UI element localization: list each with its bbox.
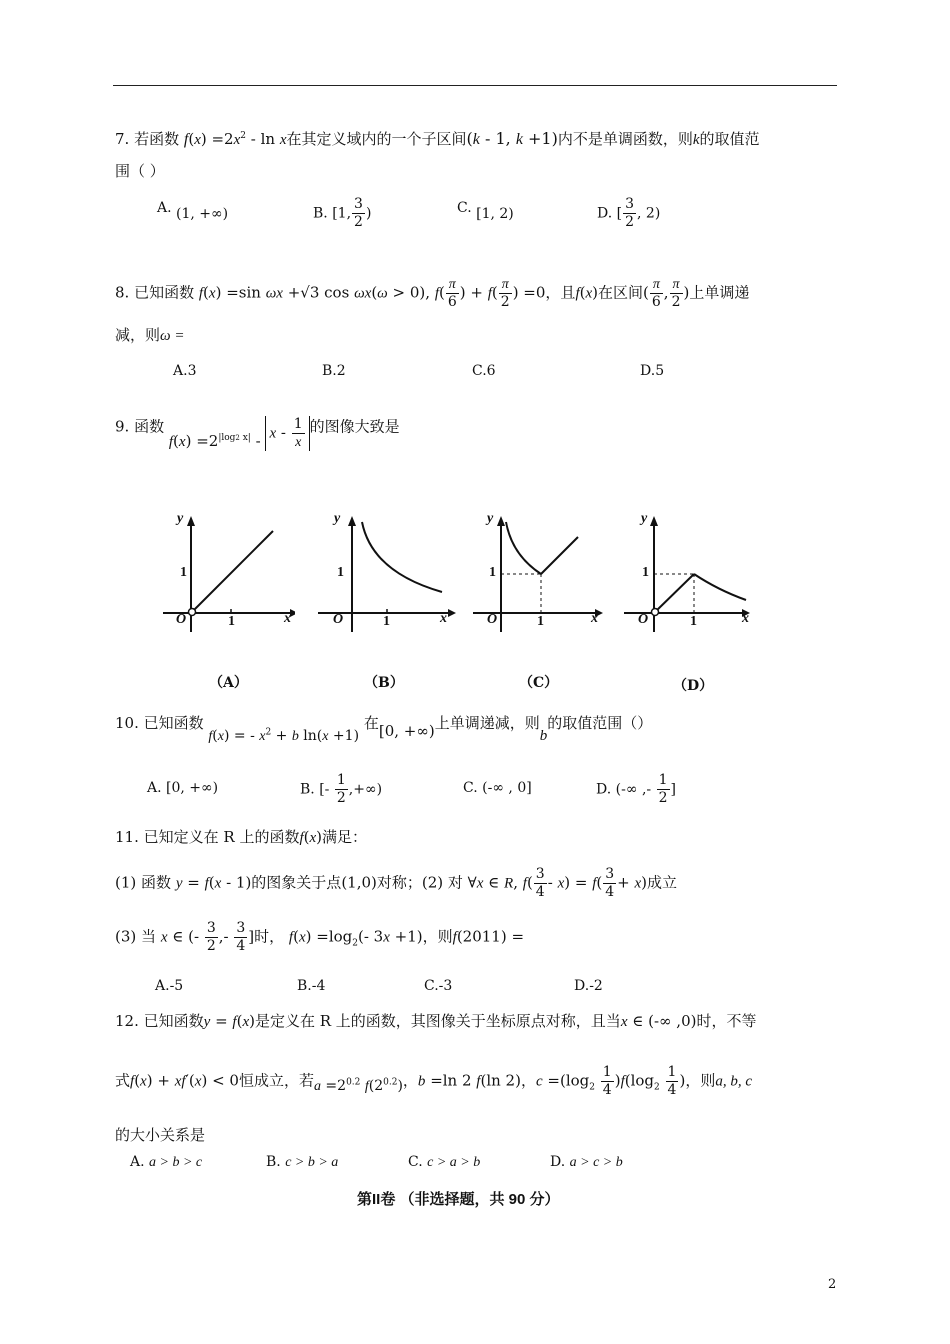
q8-option-b[interactable]: B.2 [322,363,346,379]
header-rule [113,85,837,86]
graph-a-ytick: 1 [180,565,187,580]
q11-option-a[interactable]: A.-5 [155,978,184,994]
q8-option-d[interactable]: D.5 [640,363,665,379]
q7-option-d[interactable]: D. [ $\frac{3}{2}$ , 2) [597,196,661,230]
q11-option-d[interactable]: D.-2 [574,978,603,994]
graph-c-xtick: 1 [537,614,544,629]
graph-c-origin: O [487,612,498,627]
graph-a-xtick: 1 [228,614,235,629]
graph-c-caption: （C） [519,675,559,691]
q12-option-d[interactable]: D. a > c > b [550,1154,623,1170]
page-number: 2 [828,1277,837,1292]
q12-stem: 12. 已知函数y = f(x)是定义在 R 上的函数，其图像关于坐标原点对称，且当x ∈ (-∞ ,0)时，不等 [115,1012,757,1030]
q10-option-b[interactable]: B. [- $\frac{1}{2}$ ,+∞) [300,772,383,806]
graph-c-y-label: y [487,511,494,526]
q11-option-c[interactable]: C.-3 [424,978,453,994]
graph-b-y-label: y [334,511,341,526]
q7-option-a[interactable]: A. (1, +∞) [157,200,229,222]
graph-b-xtick: 1 [383,614,390,629]
q10-option-d[interactable]: D. (-∞ ,- $\frac{1}{2}$ ] [596,772,676,806]
q12-option-b[interactable]: B. c > b > a [266,1154,339,1170]
graph-b-origin: O [333,612,344,627]
q12-option-a[interactable]: A. a > b > c [130,1154,203,1170]
q8-stem-cont: 减，则ω = [115,326,185,344]
q8-option-a[interactable]: A.3 [173,363,197,379]
q7-option-c[interactable]: C. [1, 2) [457,200,514,222]
q11-stem: 11. 已知定义在 R 上的函数f(x)满足： [115,828,368,846]
graph-a-y-label: y [177,511,184,526]
q8-stem: 8. 已知函数 f(x) =sin ωx +√3 cos ωx(ω > 0), f( $\frac{\pi}{6}$ ) + f( $\frac{\pi}{2}$ ) =0，且f(x)在区间( $\frac{\pi}{6}$ , $\frac{\pi}{2}$ )上单调递 [115,277,750,310]
graph-d-y-label: y [641,511,648,526]
section-title: 第II卷 （非选择题，共 90 分） [357,1191,560,1208]
q12-line-2: 式f(x) + xf′(x) < 0恒成立，若$a =2^{0.2}$ $f(2^{0.2})$，b =ln 2 f(ln 2)，$c =(\log_2$ $\frac{1}{4}$ )$f(\log_2$ $\frac{1}{4}$ )，则a, b, c [115,1064,753,1098]
graph-a-x-label: x [284,611,291,626]
graph-d-x-label: x [742,611,749,626]
graph-c-x-label: x [591,611,598,626]
q12-line-3: 的大小关系是 [115,1126,206,1144]
q7-stem-cont: 围（ ） [115,162,165,180]
graph-a-origin: O [176,612,187,627]
q7-stem: 7. 若函数 $f(x) =2x^2 - \ln x$在其定义域内的一个子区间(k - 1, k +1)内不是单调函数，则k的取值范 [115,129,760,148]
graph-d-origin: O [638,612,649,627]
q9-stem: 9. 函数 $f(x) =2^{|log2 x|} - x$ - $\frac{1}{x}$ 的图像大致是 [115,416,400,450]
q8-option-c[interactable]: C.6 [472,363,496,379]
q10-option-c[interactable]: C. (-∞ , 0] [463,780,532,796]
q12-option-c[interactable]: C. c > a > b [408,1154,481,1170]
graph-b-ytick: 1 [337,565,344,580]
q7-option-b[interactable]: B. [1, $\frac{3}{2}$ ) [313,196,372,230]
q11-condition-3: (3) 当 x ∈ (- $\frac{3}{2}$ ,- $\frac{3}{4}$ ]时， $f(x) =\log_2(-$ 3x +1)，则f(2011) = [115,920,525,954]
graph-d-ytick: 1 [642,565,649,580]
q11-option-b[interactable]: B.-4 [297,978,326,994]
graph-d-xtick: 1 [690,614,697,629]
graph-b-x-label: x [440,611,447,626]
q10-option-a[interactable]: A. [0, +∞) [147,780,219,796]
graph-a-caption: （A） [209,675,248,691]
q11-condition-1-2: (1) 函数 y = f(x - 1)的图象关于点(1,0)对称；(2) 对 ∀x ∈ R, f( $\frac{3}{4}$ - x) = f( $\frac{3}{4}$ + x)成立 [115,866,678,900]
q10-stem: 10. 已知函数 f(x) = - $x^2 + b$ ln(x +1) 在[0, +∞)上单调递减，则b的取值范围（） [115,714,653,744]
graph-c-ytick: 1 [489,565,496,580]
graph-b-caption: （B） [364,675,404,691]
graph-d-caption: （D） [673,678,714,694]
